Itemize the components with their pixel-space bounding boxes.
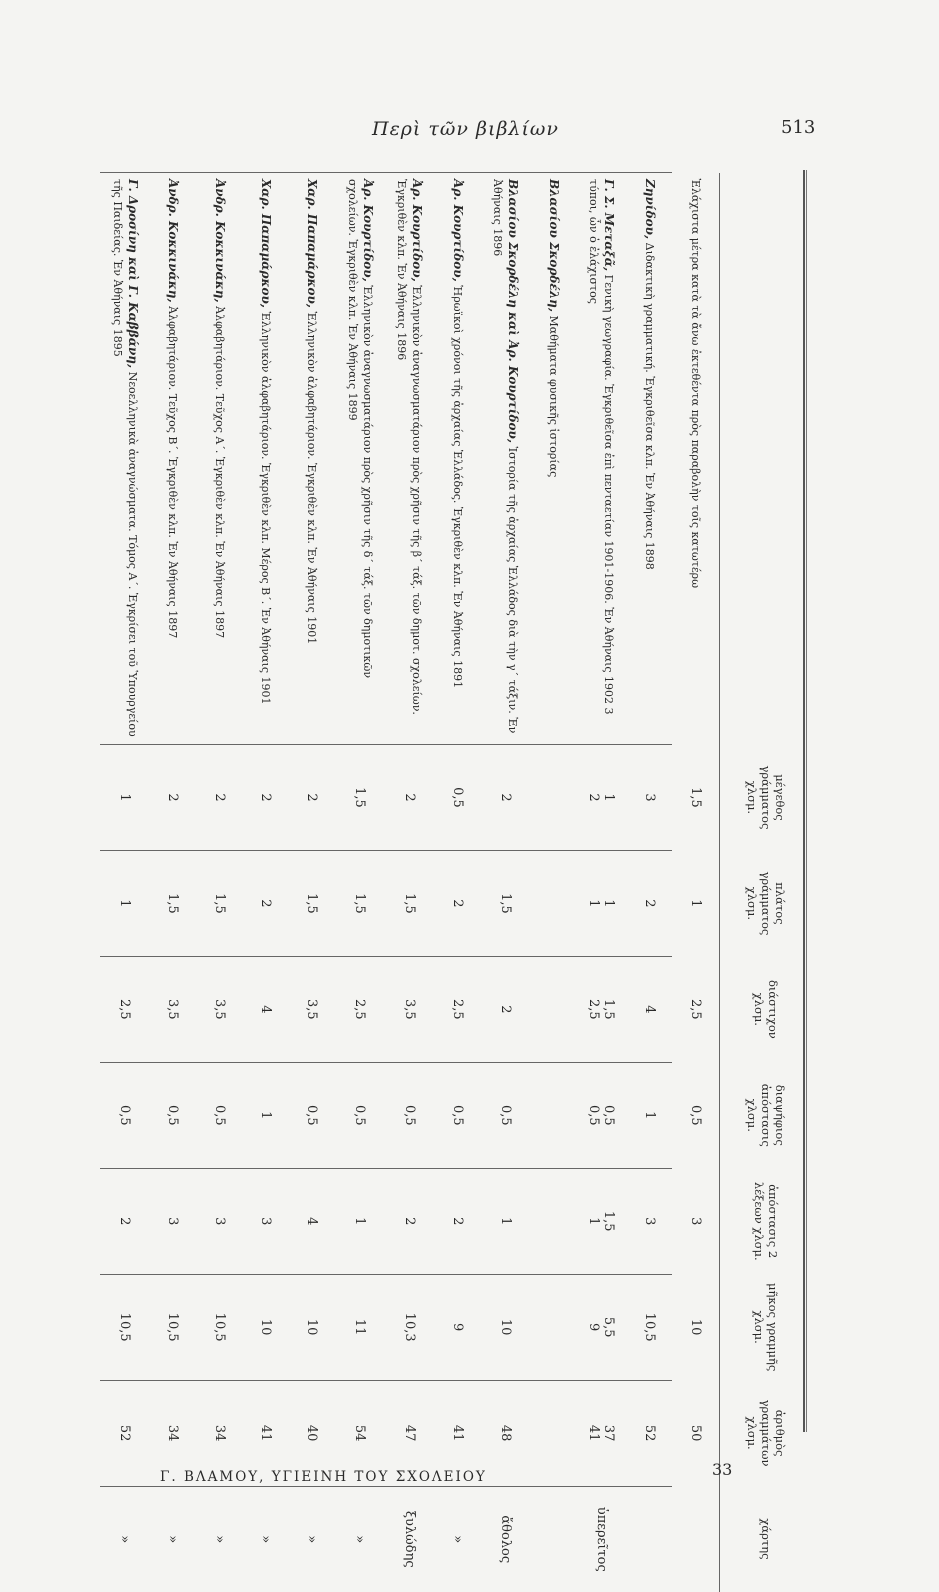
value-c8: » (196, 1486, 242, 1592)
table-row (480, 173, 530, 1592)
value-c8: » (100, 1486, 150, 1592)
value-c3: 4 (242, 956, 288, 1062)
header-col1: μέγεθος γράμματος χλσμ. (720, 745, 811, 851)
value-c1 (530, 745, 576, 851)
book-cell (576, 173, 626, 745)
value-c4: 0,5 (672, 1062, 719, 1168)
value-c2: 1 (100, 850, 150, 956)
table-row (100, 173, 150, 1592)
table-body (100, 173, 720, 1592)
table-row (434, 173, 480, 1592)
book-title: Γενικὴ γεωγραφία. Ἐγκριθεῖσα ἐπὶ πενταετίαν 1901-1906. Ἐν Ἀθήναις 1902 (602, 275, 615, 704)
book-title: Ἱστορία τῆς ἀρχαίας Ἑλλάδος διὰ τὴν γ΄ τάξιν. Ἐν Ἀθήναις 1896 (491, 179, 519, 733)
value-c5: 3 (672, 1168, 719, 1274)
book-cell (434, 173, 480, 745)
book-author: Βλασίου Σκορδέλη, (547, 179, 561, 312)
value-c6: 10 (242, 1274, 288, 1380)
value-c7: 52 (626, 1380, 672, 1486)
value-c7: 40 (289, 1380, 335, 1486)
book-title: Μαθήματα φυσικῆς ἱστορίας (547, 316, 560, 478)
value-c2: 1,5 (196, 850, 242, 956)
value-c1: 2 (480, 745, 530, 851)
value-c7: 41 (434, 1380, 480, 1486)
table-row (626, 173, 672, 1592)
book-title: Ἑλληνικὸν ἀναγνωσματάριον πρὸς χρῆσιν τῆς β΄ τάξ. τῶν δημοτ. σχολείων. Ἐγκριθὲν κλπ. Ἐν Ἀθήναις 1896 (395, 179, 423, 715)
printer-signature: Γ. ΒΛΑΜΟΥ, ΥΓΙΕΙΝΗ ΤΟΥ ΣΧΟΛΕΙΟΥ (160, 1469, 487, 1485)
book-author: Ἀρ. Κουρτίδου, (451, 179, 465, 282)
book-author: Ζηνίδου, (643, 179, 657, 239)
value-c7 (530, 1380, 576, 1486)
value-c3: 1,5 2,5 (576, 956, 626, 1062)
book-title: Ἑλληνικὸν ἀναγνωσματάριον πρὸς χρῆσιν τῆς δ΄ τάξ. τῶν δημοτικῶν σχολείων. Ἐγκριθὲν κλπ. Ἐν Ἀθήναις 1899 (346, 179, 374, 678)
value-c7: 34 (150, 1380, 196, 1486)
value-c5 (530, 1168, 576, 1274)
table-row (196, 173, 242, 1592)
value-c3: 3,5 (385, 956, 435, 1062)
running-head: Περὶ τῶν βιβλίων (372, 118, 559, 140)
value-c1: 3 (626, 745, 672, 851)
value-c4: 1 (242, 1062, 288, 1168)
value-c1: 2 (150, 745, 196, 851)
value-c6: 10 (672, 1274, 719, 1380)
value-c8 (672, 1486, 719, 1592)
value-c8: » (242, 1486, 288, 1592)
value-c6: 10,5 (100, 1274, 150, 1380)
table-row (576, 173, 626, 1592)
book-title: Ἑλληνικὸν ἀλφαβητάριον. Ἐγκριθὲν κλπ. Μέρος Β΄. Ἐν Ἀθήναις 1901 (259, 311, 272, 704)
book-author: Χαρ. Παπαμάρκου, (259, 179, 273, 308)
table-row (150, 173, 196, 1592)
value-c5: 2 (434, 1168, 480, 1274)
value-c1: 1,5 (672, 745, 719, 851)
value-c5: 3 (150, 1168, 196, 1274)
value-c8 (530, 1486, 576, 1592)
book-author: Χαρ. Παπαμάρκου, (305, 179, 319, 308)
table-row (672, 173, 719, 1592)
value-c5: 1,5 1 (576, 1168, 626, 1274)
value-c4: 1 (626, 1062, 672, 1168)
value-c4: 0,5 (434, 1062, 480, 1168)
book-author: Βλασίου Σκορδέλη καὶ Ἀρ. Κουρτίδου, (506, 179, 520, 443)
value-c6: 10 (289, 1274, 335, 1380)
book-author: Ἀρ. Κουρτίδου, (410, 179, 424, 282)
value-c4: 0,5 (150, 1062, 196, 1168)
value-c8: » (335, 1486, 385, 1592)
value-c2: 1,5 (335, 850, 385, 956)
value-c1: 1,5 (335, 745, 385, 851)
value-c7: 34 (196, 1380, 242, 1486)
value-c2: 1,5 (480, 850, 530, 956)
value-c8: » (289, 1486, 335, 1592)
rotated-table (100, 172, 810, 1592)
value-c7: 50 (672, 1380, 719, 1486)
sheet-number: 33 (712, 1460, 732, 1479)
value-c1: 1 (100, 745, 150, 851)
value-c5: 3 (242, 1168, 288, 1274)
value-c5: 3 (196, 1168, 242, 1274)
book-cell (626, 173, 672, 745)
value-c6: 10,5 (150, 1274, 196, 1380)
book-author: Ἀρ. Κουρτίδου, (361, 179, 375, 282)
header-col4: διαψήφιος ἀπόστασις χλσμ. (720, 1062, 811, 1168)
value-c7: 48 (480, 1380, 530, 1486)
value-c8: ἄθολος (480, 1486, 530, 1592)
value-c5: 2 (100, 1168, 150, 1274)
book-cell (672, 173, 719, 745)
table-row (530, 173, 576, 1592)
book-cell (480, 173, 530, 745)
book-title: Ἡρωϊκοὶ χρόνοι τῆς ἀρχαίας Ἑλλάδος. Ἐγκριθὲν κλπ. Ἐν Ἀθήναις 1891 (451, 285, 464, 688)
value-c2: 2 (242, 850, 288, 956)
value-c1: 2 (289, 745, 335, 851)
book-cell (289, 173, 335, 745)
value-c4: 0,5 (289, 1062, 335, 1168)
value-c3: 3,5 (289, 956, 335, 1062)
value-c8: » (150, 1486, 196, 1592)
value-c8 (626, 1486, 672, 1592)
table-row (242, 173, 288, 1592)
value-c7: 47 (385, 1380, 435, 1486)
value-c3: 2 (480, 956, 530, 1062)
book-author: Ἀνδρ. Κοκκινάκη, (166, 179, 180, 303)
book-title: Ἐλάχιστα μέτρα κατὰ τὰ ἄνω ἐκτεθέντα πρὸς παραβολὴν τοῖς κατωτέρω (689, 179, 702, 589)
value-c3 (530, 956, 576, 1062)
value-c8: ὑπερεῖτος (576, 1486, 626, 1592)
value-c2: 1,5 (150, 850, 196, 956)
value-c4: 0,5 (100, 1062, 150, 1168)
header-col5: ἀπόστασις 2 λέξεων χλσμ. (720, 1168, 811, 1274)
value-c2 (530, 850, 576, 956)
value-c6: 9 (434, 1274, 480, 1380)
value-c4: 0,5 (480, 1062, 530, 1168)
value-c1: 1 2 (576, 745, 626, 851)
value-c4: 0,5 (335, 1062, 385, 1168)
value-c3: 4 (626, 956, 672, 1062)
book-cell (385, 173, 435, 745)
value-c1: 2 (385, 745, 435, 851)
table-row (385, 173, 435, 1592)
value-c6: 11 (335, 1274, 385, 1380)
header-col6: μῆκος γραμμῆς χλσμ. (720, 1274, 811, 1380)
value-c4: 0,5 0,5 (576, 1062, 626, 1168)
value-c6: 5,5 9 (576, 1274, 626, 1380)
value-c2: 2 (434, 850, 480, 956)
header-col3: διάστιχον χλσμ. (720, 956, 811, 1062)
book-title: Ἀλφαβητάριον. Τεῦχος Α΄. Ἐγκριθὲν κλπ. Ἐν Ἀθήναις 1897 (213, 306, 226, 638)
page-number: 513 (781, 117, 815, 138)
book-title: Ἑλληνικὸν ἀλφαβητάριον. Ἐγκριθὲν κλπ. Ἐν Ἀθήναις 1901 (305, 311, 318, 644)
value-c5: 3 (626, 1168, 672, 1274)
book-measurements-table (100, 172, 810, 1592)
book-author: Γ. Σ. Μεταξᾶ, (602, 179, 616, 271)
header-col7: ἀριθμὸς γραμμάτων χλσμ. (720, 1380, 811, 1486)
table-header-row (720, 173, 811, 1592)
value-c2: 1,5 (289, 850, 335, 956)
value-c6: 10,5 (196, 1274, 242, 1380)
value-c7: 41 (242, 1380, 288, 1486)
book-author: Γ. Δροσίνη καὶ Γ. Καββάνη, (126, 179, 140, 368)
value-c6: 10,5 (626, 1274, 672, 1380)
book-cell (530, 173, 576, 745)
value-c7: 52 (100, 1380, 150, 1486)
value-c8: ξυλώδης (385, 1486, 435, 1592)
value-c3: 2,5 (672, 956, 719, 1062)
value-c7: 54 (335, 1380, 385, 1486)
value-c1: 0,5 (434, 745, 480, 851)
book-note: 3 τύποι, ὧν ὁ ἐλάχιστος (587, 179, 615, 715)
value-c2: 1 (672, 850, 719, 956)
header-col2: πλάτος γράμματος χλσμ. (720, 850, 811, 956)
value-c1: 2 (196, 745, 242, 851)
book-title: Διδακτικὴ γραμματική. Ἐγκριθεῖσα κλπ. Ἐν Ἀθήναις 1898 (643, 243, 656, 570)
book-cell (335, 173, 385, 745)
book-title: Νεοελληνικὰ ἀναγνώσματα. Τόμος Α΄. Ἐγκρίσει τοῦ Ὑπουργείου τῆς Παιδείας. Ἐν Ἀθήναις 1895 (111, 179, 139, 737)
value-c4: 0,5 (385, 1062, 435, 1168)
book-cell (100, 173, 150, 745)
table-row (289, 173, 335, 1592)
table-row (335, 173, 385, 1592)
value-c4: 0,5 (196, 1062, 242, 1168)
value-c5: 1 (335, 1168, 385, 1274)
value-c2: 1 1 (576, 850, 626, 956)
value-c5: 1 (480, 1168, 530, 1274)
value-c3: 3,5 (196, 956, 242, 1062)
book-cell (242, 173, 288, 745)
header-col8: χάρτης (720, 1486, 811, 1592)
value-c7: 37 41 (576, 1380, 626, 1486)
book-cell (196, 173, 242, 745)
book-cell (150, 173, 196, 745)
value-c3: 2,5 (335, 956, 385, 1062)
value-c3: 2,5 (434, 956, 480, 1062)
value-c5: 4 (289, 1168, 335, 1274)
value-c1: 2 (242, 745, 288, 851)
book-title: Ἀλφαβητάριον. Τεῦχος Β΄. Ἐγκριθὲν κλπ. Ἐν Ἀθήναις 1897 (166, 306, 179, 638)
value-c6: 10 (480, 1274, 530, 1380)
book-author: Ἀνδρ. Κοκκινάκη, (213, 179, 227, 303)
value-c4 (530, 1062, 576, 1168)
header-book (720, 173, 811, 745)
value-c6 (530, 1274, 576, 1380)
value-c2: 1,5 (385, 850, 435, 956)
value-c5: 2 (385, 1168, 435, 1274)
value-c8: » (434, 1486, 480, 1592)
value-c2: 2 (626, 850, 672, 956)
value-c3: 2,5 (100, 956, 150, 1062)
value-c6: 10,3 (385, 1274, 435, 1380)
value-c3: 3,5 (150, 956, 196, 1062)
